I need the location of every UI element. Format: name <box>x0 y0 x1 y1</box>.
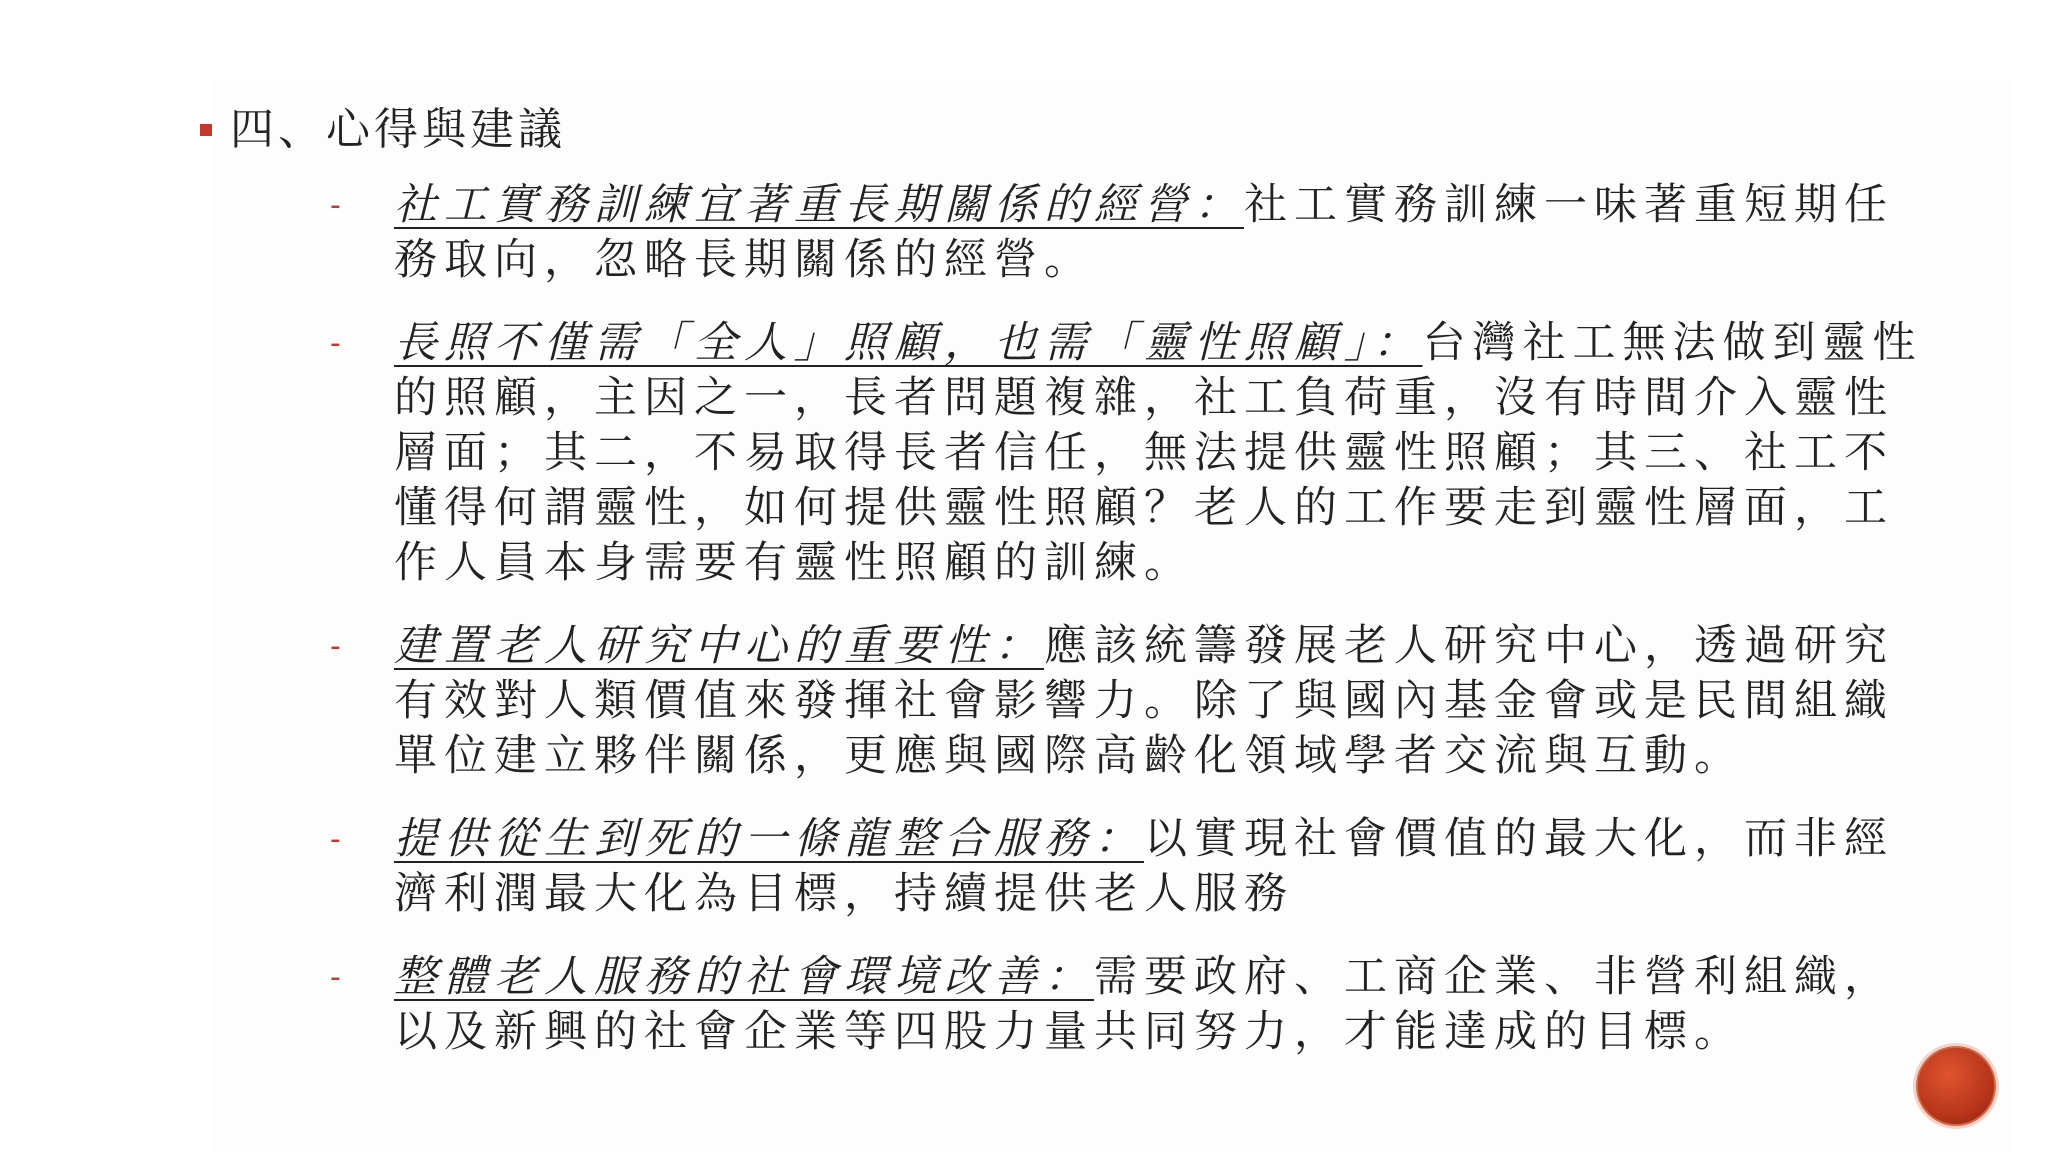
item-body: 台灣社工無法做到靈性的照顧，主因之一，長者問題複雜，社工負荷重，沒有時間介入靈性層面；其二，不易取得長者信任，無法提供靈性照顧；其三、社工不懂得何謂靈性，如何提供靈性照顧？老人的工作要走到靈性層面，工作人員本身需要有靈性照顧的訓練。 <box>394 318 1923 588</box>
item-body: 應該統籌發展老人研究中心，透過研究有效對人類價值來發揮社會影響力。除了與國內基金會或是民間組織單位建立夥伴關係，更應與國際高齡化領域學者交流與互動。 <box>394 621 1894 781</box>
list-item <box>330 619 1930 784</box>
list-item <box>330 178 1930 288</box>
item-title: 建置老人研究中心的重要性： <box>394 621 1044 671</box>
dash-bullet-icon: - <box>330 629 341 664</box>
recommendation-list <box>330 178 1930 1088</box>
item-body: 需要政府、工商企業、非營利組織，以及新興的社會企業等四股力量共同努力，才能達成的目標。 <box>394 952 1894 1057</box>
item-title: 社工實務訓練宜著重長期關係的經營： <box>394 180 1244 230</box>
list-item <box>330 950 1930 1060</box>
heading-text: 四、心得與建議 <box>230 104 566 155</box>
section-heading <box>200 100 566 160</box>
logo-circle-icon <box>1916 1046 1996 1126</box>
item-body: 以實現社會價值的最大化，而非經濟利潤最大化為目標，持續提供老人服務 <box>394 814 1894 919</box>
item-title: 長照不僅需「全人」照顧，也需「靈性照顧」： <box>394 318 1423 368</box>
item-title: 整體老人服務的社會環境改善： <box>394 952 1094 1002</box>
dash-bullet-icon: - <box>330 326 341 361</box>
item-body: 社工實務訓練一味著重短期任務取向，忽略長期關係的經營。 <box>394 180 1894 285</box>
list-item <box>330 812 1930 922</box>
item-title: 提供從生到死的一條龍整合服務： <box>394 814 1144 864</box>
dash-bullet-icon: - <box>330 188 341 223</box>
dash-bullet-icon: - <box>330 960 341 995</box>
list-item <box>330 316 1930 591</box>
dash-bullet-icon: - <box>330 822 341 857</box>
square-bullet-icon <box>200 124 212 136</box>
